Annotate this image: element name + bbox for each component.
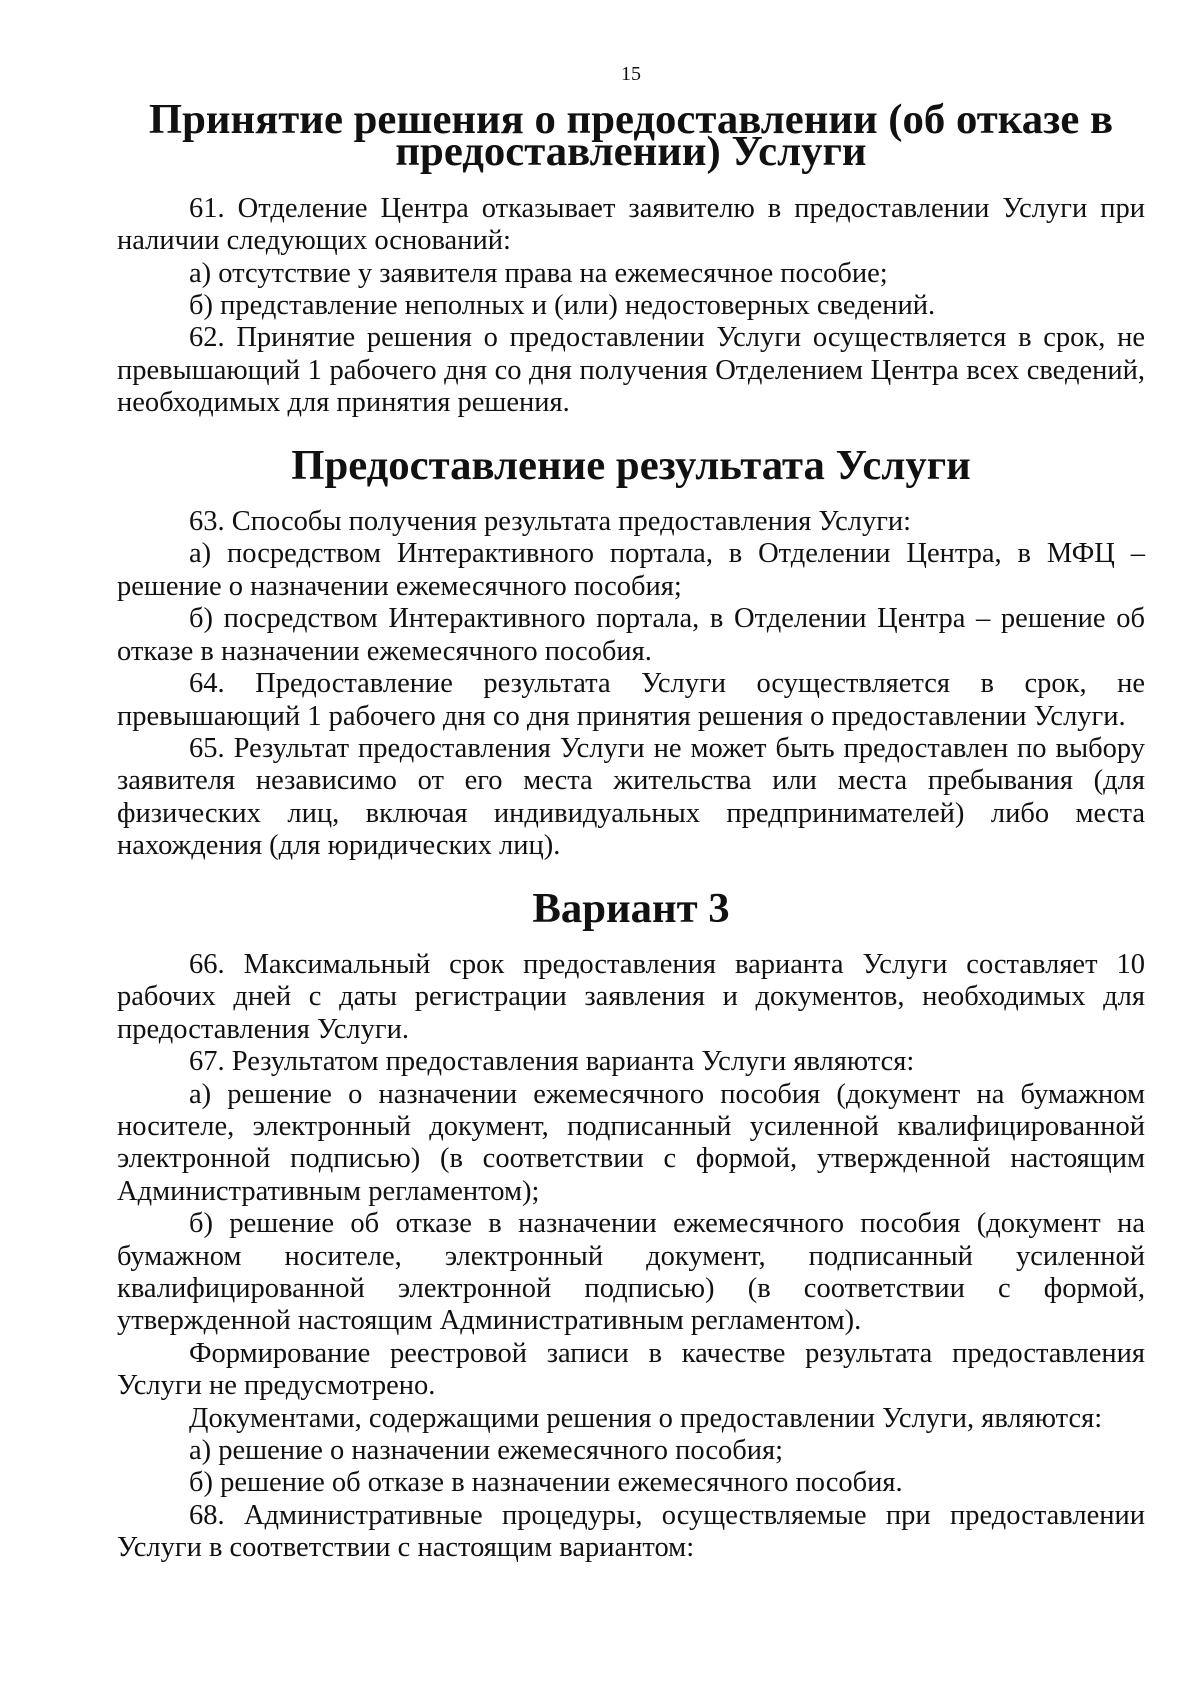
page-number: 15 — [621, 63, 641, 85]
paragraph-61: 61. Отделение Центра отказывает заявителю в предоставлении Услуги при наличии следующих оснований: — [117, 192, 1145, 257]
paragraph-65: 65. Результат предоставления Услуги не может быть предоставлен по выбору заявителя независимо от его места жительства или места пребывания (для физических лиц, включая индивидуальных предпринимателей) либо места нахождения (для юридических лиц). — [117, 732, 1145, 862]
paragraph-67: 67. Результатом предоставления варианта Услуги являются: — [189, 1046, 915, 1078]
paragraph-68: 68. Административные процедуры, осуществляемые при предоставлении Услуги в соответствии с настоящим вариантом: — [117, 1499, 1145, 1564]
paragraph-61a: а) отсутствие у заявителя права на ежемесячное пособие; — [189, 257, 888, 289]
paragraph-documents-a: а) решение о назначении ежемесячного пособия; — [189, 1435, 784, 1467]
paragraph-documents: Документами, содержащими решения о предоставлении Услуги, являются: — [189, 1402, 1103, 1434]
section-heading-variant-3: Вариант 3 — [532, 884, 730, 932]
paragraph-63b: б) посредством Интерактивного портала, в Отделении Центра – решение об отказе в назначении ежемесячного пособия. — [117, 603, 1145, 667]
paragraph-61b: б) представление неполных и (или) недостоверных сведений. — [189, 290, 936, 322]
paragraph-62: 62. Принятие решения о предоставлении Услуги осуществляется в срок, не превышающий 1 рабочего дня со дня получения Отделением Центра всех сведений, необходимых для принятия решения. — [117, 322, 1145, 419]
paragraph-documents-b: б) решение об отказе в назначении ежемесячного пособия. — [189, 1467, 903, 1499]
paragraph-63a: а) посредством Интерактивного портала, в Отделении Центра, в МФЦ – решение о назначении ежемесячного пособия; — [117, 538, 1145, 602]
document-page — [117, 62, 1145, 1565]
paragraph-registry: Формирование реестровой записи в качестве результата предоставления Услуги не предусмотрено. — [117, 1337, 1145, 1402]
paragraph-64: 64. Предоставление результата Услуги осуществляется в срок, не превышающий 1 рабочего дня со дня принятия решения о предоставлении Услуги. — [117, 668, 1145, 732]
section-heading-decision: Принятие решения о предоставлении (об отказе в предоставлении) Услуги — [148, 96, 1114, 176]
section-heading-result: Предоставление результата Услуги — [291, 441, 971, 489]
paragraph-63: 63. Способы получения результата предоставления Услуги: — [189, 506, 912, 538]
paragraph-67a: а) решение о назначении ежемесячного пособия (документ на бумажном носителе, электронный документ, подписанный усиленной квалифицированной электронной подписью) (в соответствии с формой, утвержденной настоящим Административным регламентом); — [117, 1078, 1145, 1207]
paragraph-67b: б) решение об отказе в назначении ежемесячного пособия (документ на бумажном носителе, электронный документ, подписанный усиленной квалифицированной электронной подписью) (в соответствии с формой, утвержденной настоящим Административным регламентом). — [117, 1208, 1145, 1337]
paragraph-66: 66. Максимальный срок предоставления варианта Услуги составляет 10 рабочих дней с даты регистрации заявления и документов, необходимых для предоставления Услуги. — [117, 948, 1145, 1045]
